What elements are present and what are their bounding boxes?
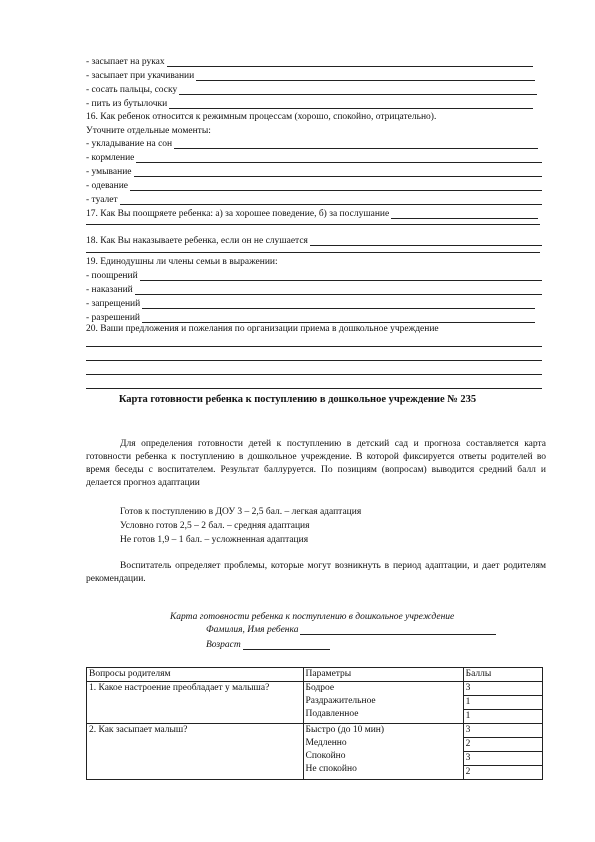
score: 3: [464, 682, 542, 696]
line-label: - сосать пальцы, соску: [86, 85, 178, 95]
level-not-ready: Не готов 1,9 – 1 бал. – усложненная адаптация: [120, 535, 309, 545]
scores-cell: [463, 724, 542, 780]
score: 2: [465, 767, 471, 777]
answer-line: [86, 55, 533, 67]
blank-rule: [142, 299, 535, 309]
line-label: - запрещений: [86, 299, 141, 309]
question-18: 18. Как Вы наказываете ребенка, если он не слушается: [86, 236, 308, 246]
answer-line: [86, 165, 542, 177]
table-header-row: [87, 668, 543, 682]
age-field: [206, 638, 330, 650]
blank-rule: [174, 139, 538, 149]
blank-rule: [136, 153, 542, 163]
intro-paragraph: Для определения готовности детей к поступлению в детский сад и прогноза составляется карта готовности ребенка к поступлению в дошкольное учреждение. В которой фиксируется ответы родителей во время беседы с воспитателем. Результат баллуруется. По позициям (вопросам) выводится средний балл и делается прогноз адаптации: [86, 439, 546, 488]
table-row: [87, 682, 543, 724]
line-label: - кормление: [86, 153, 135, 163]
answer-line: [86, 207, 538, 219]
scores-cell: [463, 682, 542, 724]
answer-line: [86, 179, 542, 191]
param: Раздражительное: [305, 696, 376, 706]
blank-rule: [86, 346, 542, 347]
score: 3: [464, 724, 542, 738]
param: Бодрое: [305, 683, 335, 693]
question-19: 19. Единодушны ли члены семьи в выражении:: [86, 257, 278, 267]
header-params: Параметры: [303, 668, 463, 682]
name-label: Фамилия, Имя ребенка: [206, 625, 299, 635]
score: 3: [464, 752, 542, 766]
blank-rule: [86, 374, 542, 375]
answer-line: [86, 97, 533, 109]
answer-line: [86, 137, 538, 149]
table-row: [87, 724, 543, 780]
line-label: - поощрений: [86, 271, 138, 281]
line-label: - одевание: [86, 181, 129, 191]
question-cell: 2. Как засыпает малыш?: [87, 724, 304, 780]
form-title: Карта готовности ребенка к поступлению в дошкольное учреждение: [170, 612, 455, 622]
answer-line: [86, 269, 542, 281]
blank-rule: [130, 181, 542, 191]
answer-line: [86, 83, 537, 95]
blank-rule: [86, 388, 542, 389]
param: Медленно: [305, 738, 347, 748]
readiness-table: [86, 667, 543, 780]
line-label: - пить из бутылочки: [86, 99, 168, 109]
educator-note: Воспитатель определяет проблемы, которые могут возникнуть в период адаптации, и дает родителям рекомендации.: [86, 561, 546, 584]
answer-line: [86, 69, 535, 81]
blank-rule: [300, 625, 496, 635]
line-label: - умывание: [86, 167, 132, 177]
blank-rule: [391, 209, 538, 219]
blank-rule: [135, 285, 542, 295]
blank-rule: [243, 640, 330, 650]
param: Быстро (до 10 мин): [305, 725, 385, 735]
blank-rule: [140, 271, 542, 281]
answer-line: [86, 311, 535, 323]
answer-line: [86, 234, 542, 246]
param: Не спокойно: [305, 764, 357, 774]
header-scores: Баллы: [463, 668, 542, 682]
answer-line: [86, 151, 542, 163]
level-conditional: Условно готов 2,5 – 2 бал. – средняя адаптация: [120, 521, 310, 531]
param: Подавленное: [305, 709, 359, 719]
clarify-label: Уточните отдельные моменты:: [86, 126, 211, 136]
blank-rule: [310, 236, 542, 246]
blank-rule: [86, 252, 540, 253]
score: 1: [465, 711, 471, 721]
blank-rule: [120, 195, 542, 205]
blank-rule: [86, 224, 540, 225]
score: 1: [464, 696, 542, 710]
header-questions: Вопросы родителям: [87, 668, 304, 682]
card-title: Карта готовности ребенка к поступлению в дошкольное учреждение № 235: [118, 394, 477, 405]
line-label: - наказаний: [86, 285, 133, 295]
blank-rule: [86, 360, 542, 361]
level-ready: Готов к поступлению в ДОУ 3 – 2,5 бал. – легкая адаптация: [120, 507, 362, 517]
age-label: Возраст: [206, 640, 241, 650]
answer-line: [86, 297, 535, 309]
line-label: - туалет: [86, 195, 118, 205]
line-label: - засыпает на руках: [86, 57, 165, 67]
score: 2: [464, 738, 542, 752]
name-field: [206, 623, 496, 635]
param: Спокойно: [305, 751, 346, 761]
question-20: 20. Ваши предложения и пожелания по организации приема в дошкольное учреждение: [86, 324, 439, 334]
blank-rule: [134, 167, 542, 177]
question-cell: 1. Какое настроение преобладает у малыша?: [87, 682, 304, 724]
params-cell: [303, 682, 463, 724]
answer-line: [86, 283, 542, 295]
line-label: - разрешений: [86, 313, 141, 323]
question-16: 16. Как ребенок относится к режимным процессам (хорошо, спокойно, отрицательно).: [86, 112, 437, 122]
blank-rule: [167, 57, 533, 67]
blank-rule: [142, 313, 535, 323]
blank-rule: [196, 71, 535, 81]
question-17: 17. Как Вы поощряете ребенка: а) за хорошее поведение, б) за послушание: [86, 209, 390, 219]
blank-rule: [169, 99, 533, 109]
params-cell: [303, 724, 463, 780]
answer-line: [86, 193, 542, 205]
blank-rule: [179, 85, 537, 95]
line-label: - засыпает при укачивании: [86, 71, 195, 81]
line-label: - укладывание на сон: [86, 139, 173, 149]
